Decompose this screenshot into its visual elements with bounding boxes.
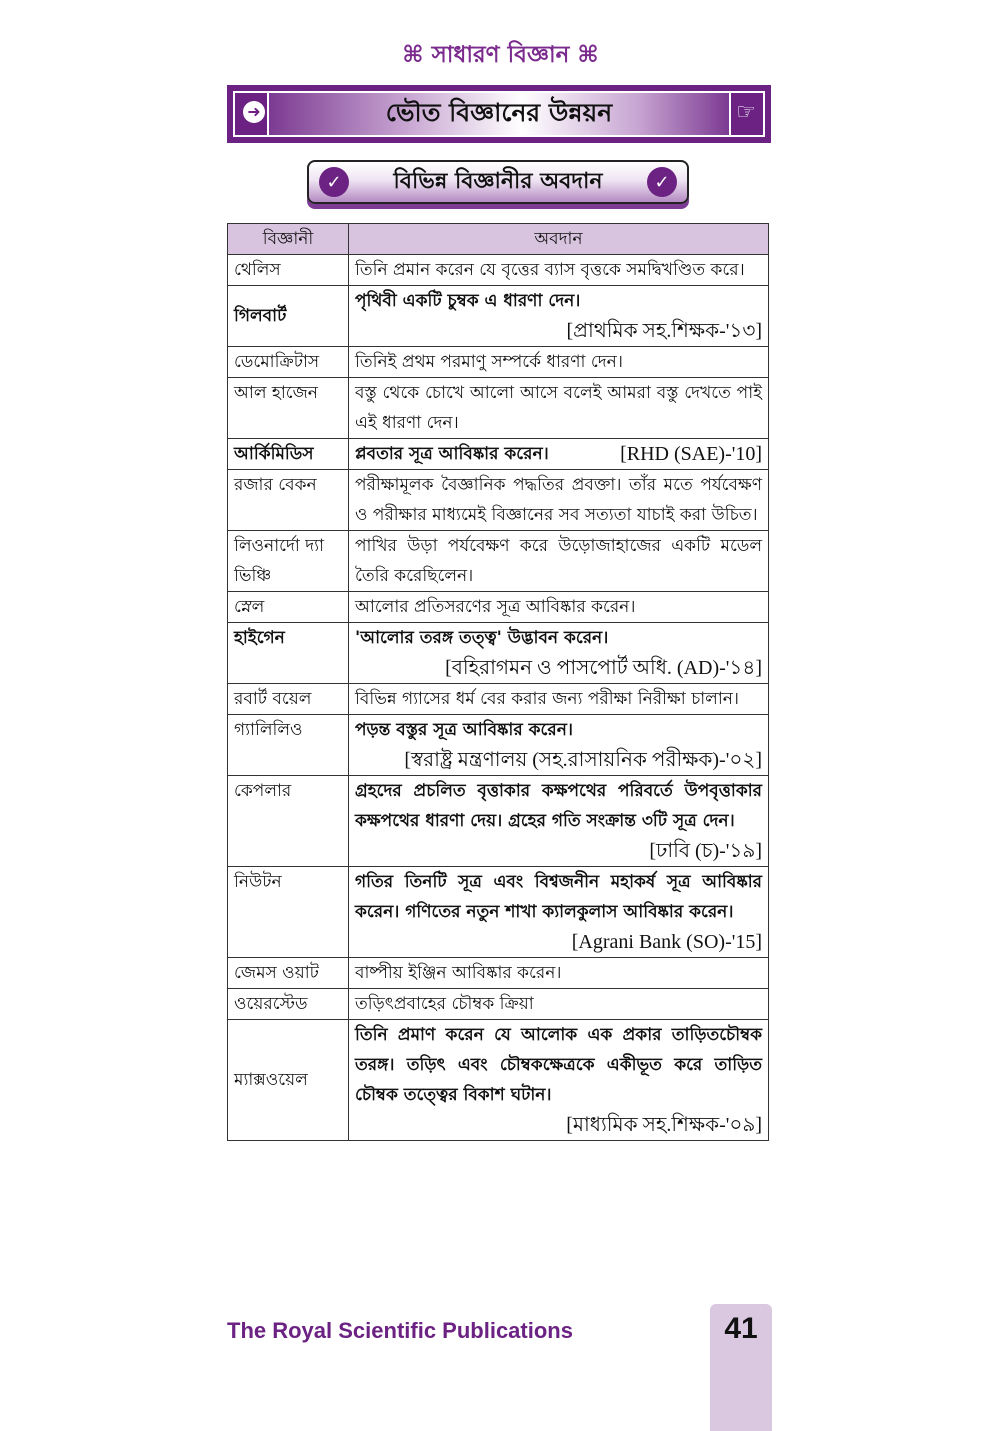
contribution-text: তিনিই প্রথম পরমাণু সম্পর্কে ধারণা দেন। bbox=[355, 352, 623, 372]
scientist-name: রজার বেকন bbox=[228, 470, 349, 531]
contribution-cell bbox=[349, 592, 769, 623]
scientist-name: ডেমোক্রিটাস bbox=[228, 347, 349, 378]
contribution-text: গতির তিনটি সূত্র এবং বিশ্বজনীন মহাকর্ষ সূত্র আবিষ্কার করেন। গণিতের নতুন শাখা ক্যালকুলাস আবিষ্কার করেন। bbox=[355, 872, 762, 922]
table-header-row bbox=[228, 224, 769, 255]
publisher-name: The Royal Scientific Publications bbox=[227, 1318, 573, 1343]
chapter-title: ভৌত বিজ্ঞানের উন্নয়ন bbox=[385, 97, 613, 127]
scientist-name: হাইগেন bbox=[228, 623, 349, 684]
contribution-text: আলোর প্রতিসরণের সূত্র আবিষ্কার করেন। bbox=[355, 597, 636, 617]
contribution-cell bbox=[349, 1020, 769, 1141]
contribution-cell bbox=[349, 867, 769, 958]
contribution-cell bbox=[349, 347, 769, 378]
exam-reference: [Agrani Bank (SO)-'15] bbox=[571, 931, 762, 953]
contribution-text: বস্তু থেকে চোখে আলো আসে বলেই আমরা বস্তু দেখতে পাই এই ধারণা দেন। bbox=[355, 383, 762, 433]
contribution-cell bbox=[349, 989, 769, 1020]
table-row bbox=[228, 531, 769, 592]
contribution-text: তড়িৎপ্রবাহের চৌম্বক ক্রিয়া bbox=[355, 994, 534, 1014]
table-row bbox=[228, 439, 769, 470]
contribution-cell bbox=[349, 286, 769, 347]
scientist-name: থেলিস bbox=[228, 255, 349, 286]
contribution-text: প্লবতার সূত্র আবিষ্কার করেন। bbox=[355, 444, 549, 464]
table-row bbox=[228, 684, 769, 715]
scientist-name: আর্কিমিডিস bbox=[228, 439, 349, 470]
table-row bbox=[228, 958, 769, 989]
table-row bbox=[228, 867, 769, 958]
pointing-hand-icon: ☞ bbox=[736, 99, 756, 125]
scientist-name: নিউটন bbox=[228, 867, 349, 958]
contribution-cell bbox=[349, 531, 769, 592]
exam-reference: [বহিরাগমন ও পাসপোর্ট অধি. (AD)-'১৪] bbox=[445, 657, 762, 679]
scientist-name: কেপলার bbox=[228, 776, 349, 867]
contribution-cell bbox=[349, 776, 769, 867]
scientist-name: লিওনার্দো দ্যা ভিঞ্চি bbox=[228, 531, 349, 592]
contribution-cell bbox=[349, 715, 769, 776]
column-header-scientist: বিজ্ঞানী bbox=[228, 224, 349, 255]
contribution-text: বাষ্পীয় ইঞ্জিন আবিষ্কার করেন। bbox=[355, 963, 562, 983]
contribution-cell bbox=[349, 684, 769, 715]
contribution-text: বিভিন্ন গ্যাসের ধর্ম বের করার জন্য পরীক্ষা নিরীক্ষা চালান। bbox=[355, 689, 740, 709]
exam-reference: [ঢাবি (চ)-'১৯] bbox=[649, 840, 762, 862]
page-number: 41 bbox=[724, 1312, 758, 1345]
scientist-contribution-table bbox=[227, 223, 769, 1141]
contribution-text: পড়ন্ত বস্তুর সূত্র আবিষ্কার করেন। bbox=[355, 720, 573, 740]
table-row bbox=[228, 347, 769, 378]
table-row bbox=[228, 623, 769, 684]
chapter-banner bbox=[227, 85, 771, 143]
chapter-title-box bbox=[267, 91, 731, 137]
table-row bbox=[228, 715, 769, 776]
scientist-name: গিলবার্ট bbox=[228, 286, 349, 347]
running-head: ⌘ সাধারণ বিজ্ঞান ⌘ bbox=[402, 42, 599, 68]
contribution-text: তিনি প্রমাণ করেন যে আলোক এক প্রকার তাড়িতচৌম্বক তরঙ্গ। তড়িৎ এবং চৌম্বকক্ষেত্রকে একীভূত করে তাড়িত চৌম্বক তত্ত্বের বিকাশ ঘটান। bbox=[355, 1025, 762, 1105]
contribution-cell bbox=[349, 958, 769, 989]
contribution-text: 'আলোর তরঙ্গ তত্ত্ব' উদ্ভাবন করেন। bbox=[355, 628, 609, 648]
contribution-text: পৃথিবী একটি চুম্বক এ ধারণা দেন। bbox=[355, 291, 581, 311]
table-row bbox=[228, 592, 769, 623]
section-badge bbox=[307, 160, 689, 204]
page-tab bbox=[710, 1304, 772, 1431]
check-circle-icon: ✓ bbox=[319, 167, 349, 197]
contribution-cell bbox=[349, 470, 769, 531]
contribution-cell bbox=[349, 623, 769, 684]
table-row bbox=[228, 776, 769, 867]
table-row bbox=[228, 286, 769, 347]
exam-reference: [স্বরাষ্ট্র মন্ত্রণালয় (সহ.রাসায়নিক পরীক্ষক)-'০২] bbox=[404, 749, 762, 771]
scientist-name: জেমস ওয়াট bbox=[228, 958, 349, 989]
scientist-name: গ্যালিলিও bbox=[228, 715, 349, 776]
contribution-text: গ্রহদের প্রচলিত বৃত্তাকার কক্ষপথের পরিবর্তে উপবৃত্তাকার কক্ষপথের ধারণা দেয়। গ্রহের গতি সংক্রান্ত ৩টি সূত্র দেন। bbox=[355, 781, 762, 831]
contribution-text: পাখির উড়া পর্যবেক্ষণ করে উড়োজাহাজের একটি মডেল তৈরি করেছিলেন। bbox=[355, 536, 762, 586]
table-row bbox=[228, 378, 769, 439]
scientist-name: ওয়েরস্টেড bbox=[228, 989, 349, 1020]
contribution-text: তিনি প্রমান করেন যে বৃত্তের ব্যাস বৃত্তকে সমদ্বিখণ্ডিত করে। bbox=[355, 260, 745, 280]
contribution-text: পরীক্ষামূলক বৈজ্ঞানিক পদ্ধতির প্রবক্তা। তাঁর মতে পর্যবেক্ষণ ও পরীক্ষার মাধ্যমেই বিজ্ঞানের সব সত্যতা যাচাই করা উচিত। bbox=[355, 475, 762, 525]
table-row bbox=[228, 989, 769, 1020]
exam-reference: [RHD (SAE)-'10] bbox=[620, 443, 762, 465]
table-row bbox=[228, 1020, 769, 1141]
exam-reference: [প্রাথমিক সহ.শিক্ষক-'১৩] bbox=[566, 320, 762, 342]
contribution-cell bbox=[349, 439, 769, 470]
contribution-cell bbox=[349, 378, 769, 439]
scientist-name: ম্যাক্সওয়েল bbox=[228, 1020, 349, 1141]
table-row bbox=[228, 470, 769, 531]
scientist-name: স্নেল bbox=[228, 592, 349, 623]
scientist-name: রবার্ট বয়েল bbox=[228, 684, 349, 715]
section-title: বিভিন্ন বিজ্ঞানীর অবদান bbox=[393, 168, 603, 194]
column-header-contribution: অবদান bbox=[349, 224, 769, 255]
exam-reference: [মাধ্যমিক সহ.শিক্ষক-'০৯] bbox=[566, 1114, 762, 1136]
table-row bbox=[228, 255, 769, 286]
contribution-cell bbox=[349, 255, 769, 286]
arrow-right-circle-icon: ➜ bbox=[241, 99, 267, 125]
check-circle-icon: ✓ bbox=[647, 167, 677, 197]
scientist-name: আল হাজেন bbox=[228, 378, 349, 439]
